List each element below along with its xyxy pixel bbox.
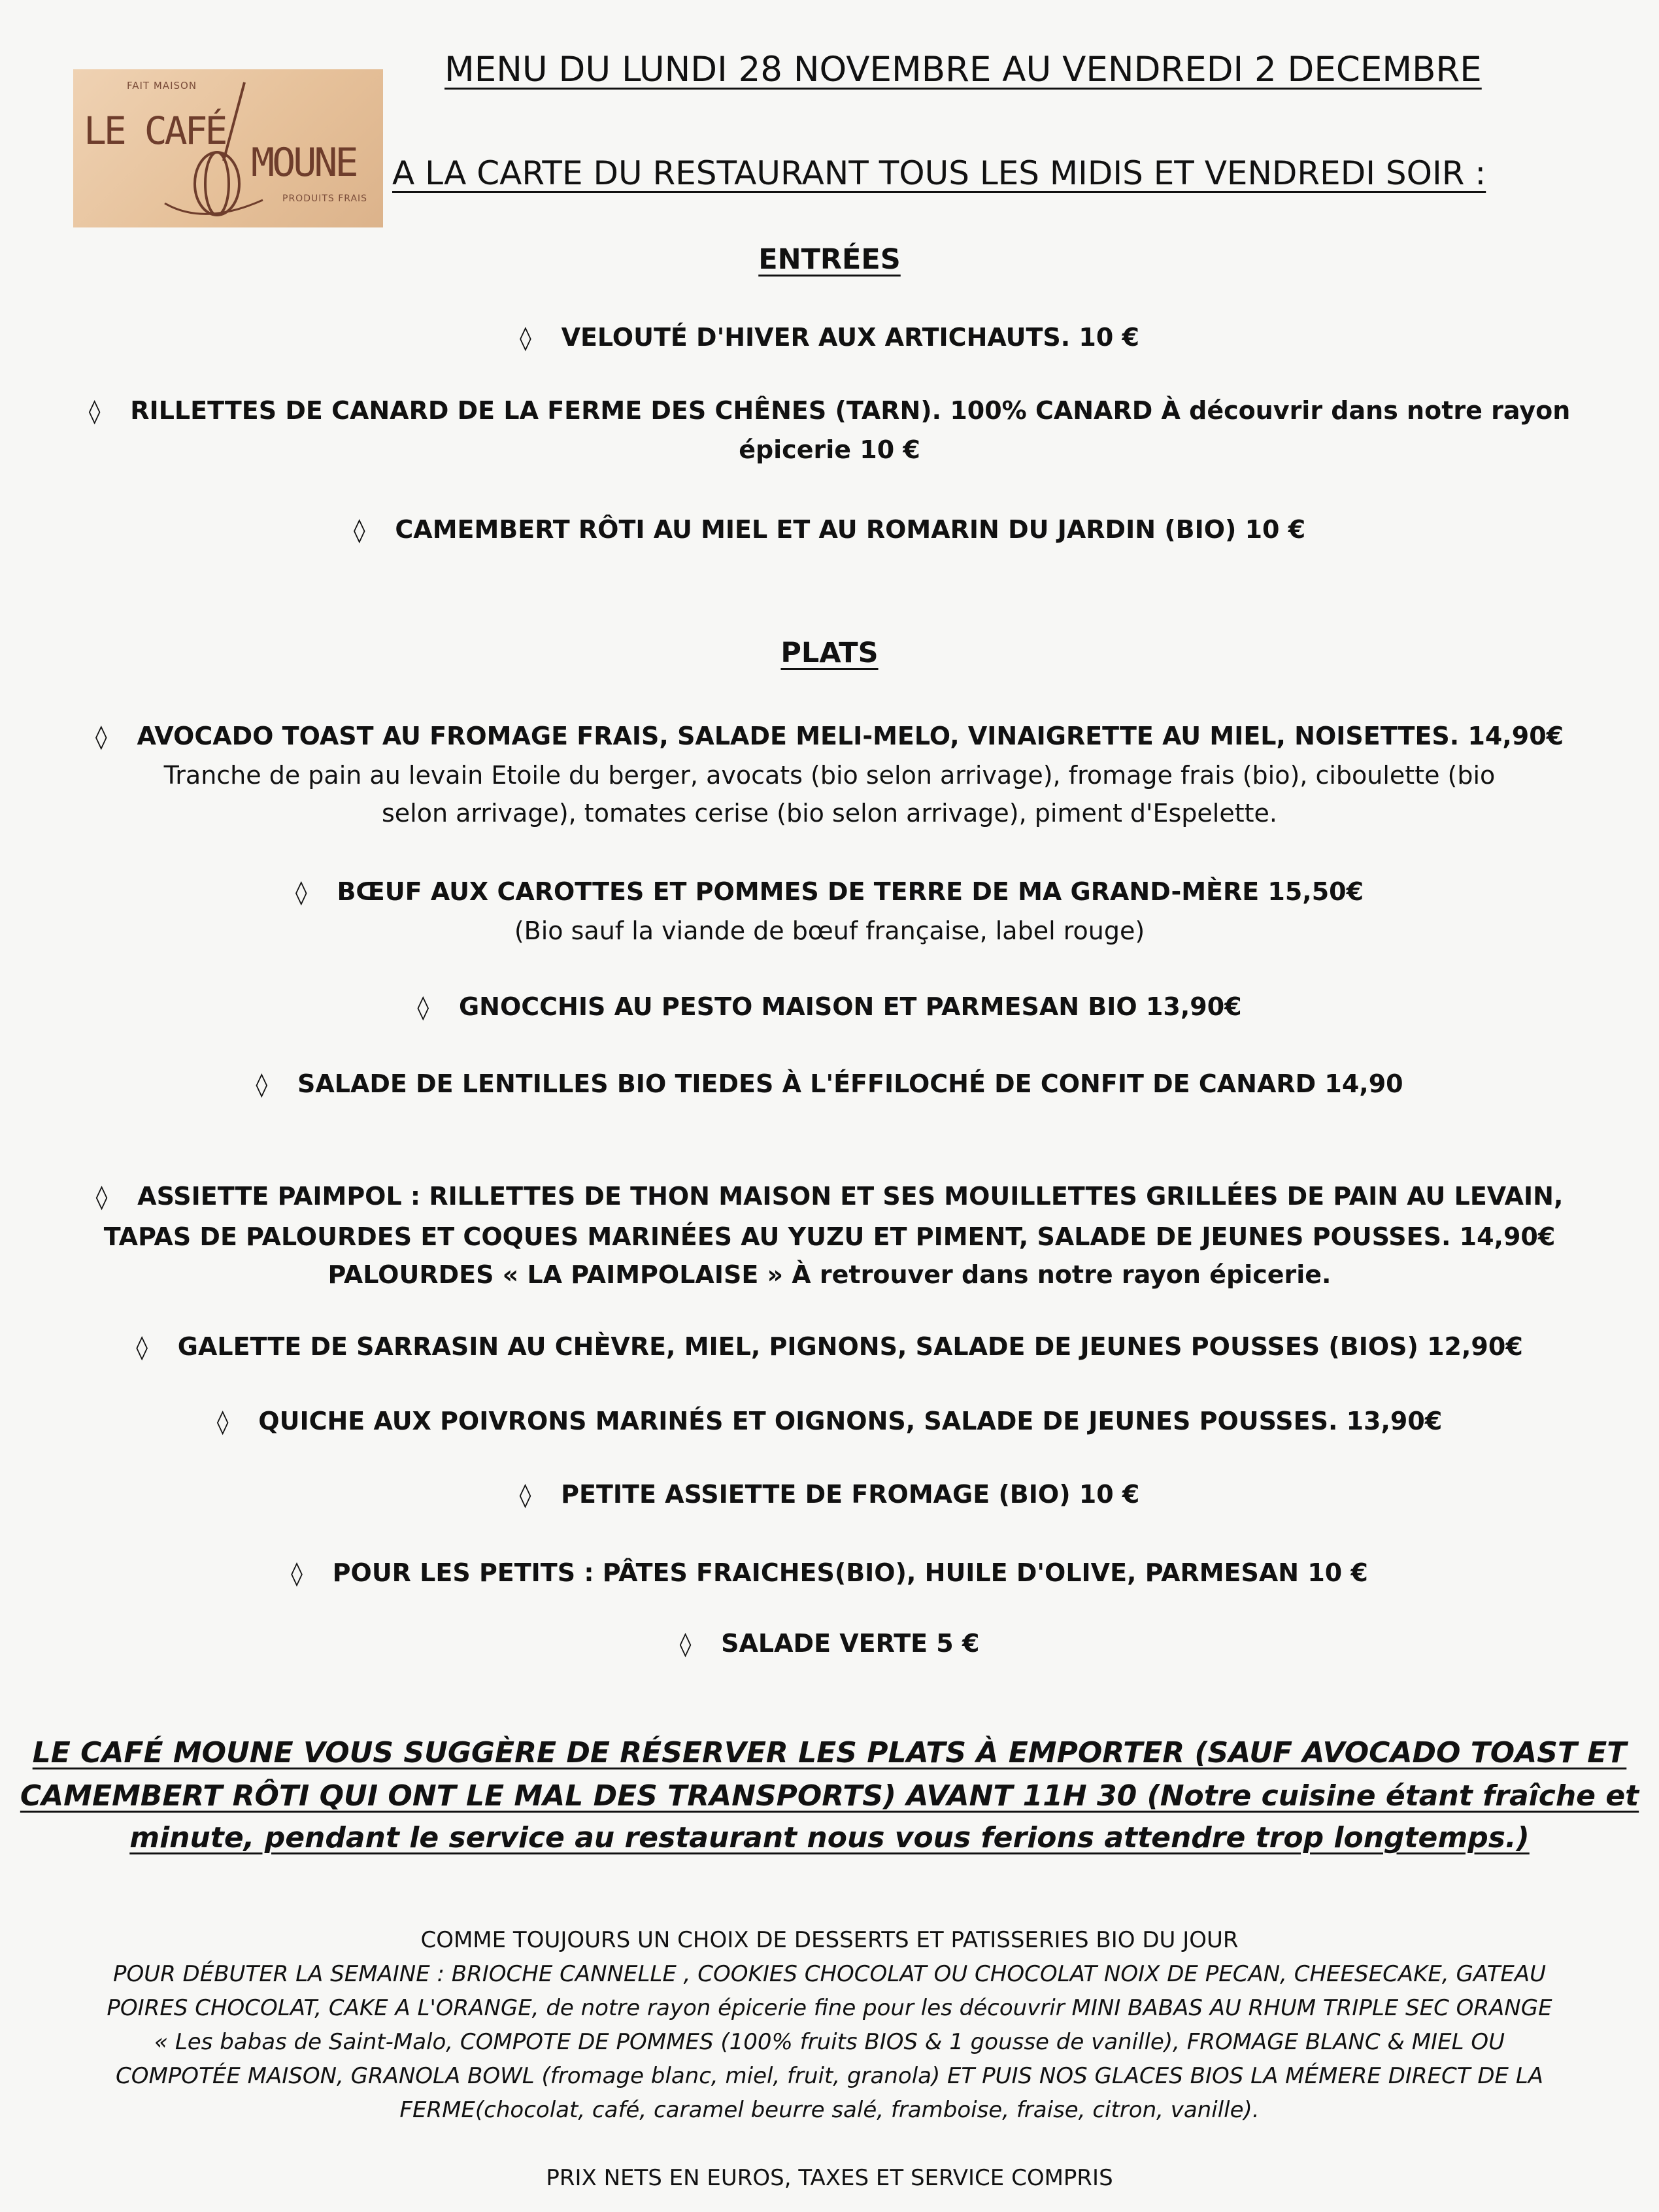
plat-item xyxy=(0,877,1659,906)
takeaway-note-line xyxy=(0,1779,1659,1813)
bullet-diamond-icon: ◊ xyxy=(417,994,459,1021)
entree-item xyxy=(0,396,1659,425)
takeaway-note-line xyxy=(0,1821,1659,1854)
desserts-line xyxy=(0,1961,1659,1987)
desserts-line xyxy=(0,2063,1659,2089)
desserts-line-text: COMME TOUJOURS UN CHOIX DE DESSERTS ET PATISSERIES BIO DU JOUR xyxy=(420,1927,1239,1953)
plat-item-text: POUR LES PETITS : PÂTES FRAICHES(BIO), HUILE D'OLIVE, PARMESAN 10 € xyxy=(332,1558,1368,1587)
footer-prices-note-text: PRIX NETS EN EUROS, TAXES ET SERVICE COMPRIS xyxy=(546,2165,1113,2191)
footer-prices-note xyxy=(0,2165,1659,2191)
plat-item xyxy=(0,1260,1659,1289)
plat-item-text: QUICHE AUX POIVRONS MARINÉS ET OIGNONS, SALADE DE JEUNES POUSSES. 13,90€ xyxy=(258,1407,1443,1435)
plat-item xyxy=(0,1332,1659,1361)
plat-item-text: BŒUF AUX CAROTTES ET POMMES DE TERRE DE MA GRAND-MÈRE 15,50€ xyxy=(337,877,1364,906)
menu-title: MENU DU LUNDI 28 NOVEMBRE AU VENDREDI 2 DECEMBRE xyxy=(444,50,1482,90)
desserts-line xyxy=(0,1927,1659,1953)
plat-item xyxy=(0,992,1659,1021)
plat-description-text: selon arrivage), tomates cerise (bio selon arrivage), piment d'Espelette. xyxy=(381,799,1277,828)
entree-item-text: VELOUTÉ D'HIVER AUX ARTICHAUTS. 10 € xyxy=(561,323,1139,352)
desserts-line-text: COMPOTÉE MAISON, GRANOLA BOWL (fromage blanc, miel, fruit, granola) ET PUIS NOS GLACES BIOS LA MÉMERE DIRECT DE LA xyxy=(115,2063,1544,2089)
bullet-diamond-icon: ◊ xyxy=(95,1184,138,1211)
bullet-diamond-icon: ◊ xyxy=(520,325,561,352)
plat-item xyxy=(0,1558,1659,1587)
logo-line-1: LE CAFÉ xyxy=(84,109,226,153)
plat-item-text: SALADE VERTE 5 € xyxy=(721,1629,980,1658)
bullet-diamond-icon: ◊ xyxy=(256,1071,297,1098)
bullet-diamond-icon: ◊ xyxy=(216,1409,259,1435)
bullet-diamond-icon: ◊ xyxy=(353,517,395,544)
bullet-diamond-icon: ◊ xyxy=(679,1631,722,1658)
takeaway-note-line-text: LE CAFÉ MOUNE VOUS SUGGÈRE DE RÉSERVER LES PLATS À EMPORTER (SAUF AVOCADO TOAST ET xyxy=(32,1736,1627,1769)
entree-item xyxy=(0,515,1659,544)
takeaway-note-line xyxy=(0,1736,1659,1769)
bullet-diamond-icon: ◊ xyxy=(136,1334,178,1361)
plat-item xyxy=(0,1222,1659,1251)
section-heading-plats xyxy=(0,637,1659,669)
menu-subtitle: A LA CARTE DU RESTAURANT TOUS LES MIDIS ET VENDREDI SOIR : xyxy=(392,154,1486,192)
plat-description-text: Tranche de pain au levain Etoile du berger, avocats (bio selon arrivage), fromage frais (bio), ciboulette (bio xyxy=(163,761,1496,790)
section-heading-entrees: ENTRÉES xyxy=(758,243,901,276)
desserts-line-text: FERME(chocolat, café, caramel beurre salé, framboise, fraise, citron, vanille). xyxy=(399,2097,1260,2123)
logo-top-text: FAIT MAISON xyxy=(127,80,197,92)
plat-item-text: GALETTE DE SARRASIN AU CHÈVRE, MIEL, PIGNONS, SALADE DE JEUNES POUSSES (BIOS) 12,90€ xyxy=(177,1332,1523,1361)
entree-item xyxy=(0,323,1659,352)
cafe-moune-logo xyxy=(73,69,383,227)
desserts-line-text: POIRES CHOCOLAT, CAKE A L'ORANGE, de notre rayon épicerie fine pour les découvrir MINI BABAS AU RHUM TRIPLE SEC ORANGE xyxy=(107,1995,1552,2021)
plat-item-text: ASSIETTE PAIMPOL : RILLETTES DE THON MAISON ET SES MOUILLETTES GRILLÉES DE PAIN AU LEVAIN, xyxy=(137,1182,1564,1211)
section-heading-plats-text: PLATS xyxy=(780,637,879,669)
desserts-line xyxy=(0,2029,1659,2055)
desserts-line xyxy=(0,1995,1659,2021)
plat-description xyxy=(0,799,1659,828)
entree-item-text: RILLETTES DE CANARD DE LA FERME DES CHÊNES (TARN). 100% CANARD À découvrir dans notre rayon xyxy=(130,396,1571,425)
plat-item-text: GNOCCHIS AU PESTO MAISON ET PARMESAN BIO 13,90€ xyxy=(458,992,1242,1021)
plat-item-text: PALOURDES « LA PAIMPOLAISE » À retrouver dans notre rayon épicerie. xyxy=(327,1260,1332,1289)
desserts-line-text: POUR DÉBUTER LA SEMAINE : BRIOCHE CANNELLE , COOKIES CHOCOLAT OU CHOCOLAT NOIX DE PECAN, CHEESECAKE, GATEAU xyxy=(112,1961,1547,1987)
plat-description xyxy=(0,916,1659,945)
plat-item xyxy=(0,1480,1659,1509)
plat-description xyxy=(0,761,1659,790)
plat-item xyxy=(0,1407,1659,1435)
plat-item-text: AVOCADO TOAST AU FROMAGE FRAIS, SALADE MELI-MELO, VINAIGRETTE AU MIEL, NOISETTES. 14,90€ xyxy=(137,722,1564,750)
bullet-diamond-icon: ◊ xyxy=(295,879,337,906)
takeaway-note-line-text: minute, pendant le service au restaurant nous vous ferions attendre trop longtemps.) xyxy=(129,1821,1530,1854)
desserts-line xyxy=(0,2097,1659,2123)
plat-description-text: (Bio sauf la viande de bœuf française, label rouge) xyxy=(514,916,1145,945)
logo-line-2: MOUNE xyxy=(251,140,356,186)
plat-item xyxy=(0,1629,1659,1658)
entree-item-text: CAMEMBERT RÔTI AU MIEL ET AU ROMARIN DU JARDIN (BIO) 10 € xyxy=(395,515,1306,544)
bullet-diamond-icon: ◊ xyxy=(291,1560,333,1587)
takeaway-note-line-text: CAMEMBERT RÔTI QUI ONT LE MAL DES TRANSPORTS) AVANT 11H 30 (Notre cuisine étant fraîche et xyxy=(20,1779,1639,1813)
plat-item xyxy=(0,722,1659,750)
bullet-diamond-icon: ◊ xyxy=(88,398,131,425)
bullet-diamond-icon: ◊ xyxy=(519,1482,561,1509)
plat-item xyxy=(0,1182,1659,1211)
plat-item-text: SALADE DE LENTILLES BIO TIEDES À L'ÉFFILOCHÉ DE CONFIT DE CANARD 14,90 xyxy=(297,1069,1403,1098)
logo-bottom-text: PRODUITS FRAIS xyxy=(282,193,368,204)
desserts-line-text: « Les babas de Saint-Malo, COMPOTE DE POMMES (100% fruits BIOS & 1 gousse de vanille), FROMAGE BLANC & MIEL OU xyxy=(154,2029,1505,2055)
plat-item-text: TAPAS DE PALOURDES ET COQUES MARINÉES AU YUZU ET PIMENT, SALADE DE JEUNES POUSSES. 14,90€ xyxy=(103,1222,1556,1251)
entree-item xyxy=(0,435,1659,464)
bullet-diamond-icon: ◊ xyxy=(95,724,137,750)
entree-item-text: épicerie 10 € xyxy=(739,435,920,464)
plat-item-text: PETITE ASSIETTE DE FROMAGE (BIO) 10 € xyxy=(561,1480,1140,1509)
plat-item xyxy=(0,1069,1659,1098)
